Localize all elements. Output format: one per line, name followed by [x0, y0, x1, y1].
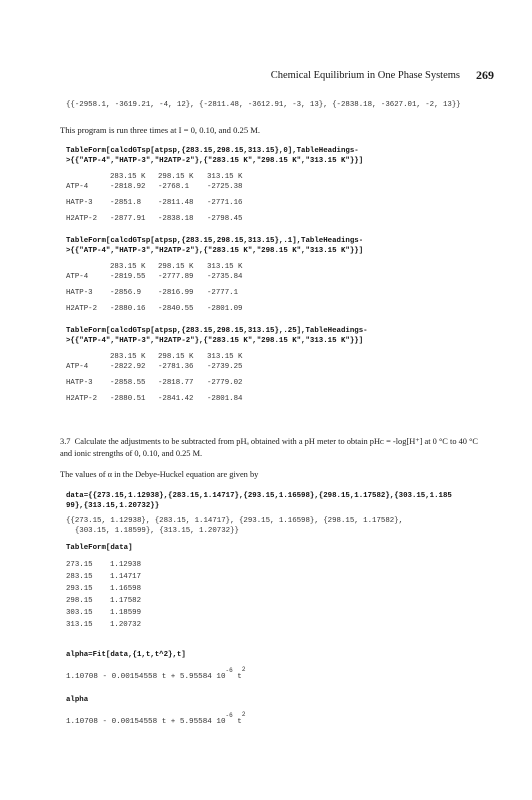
- row-label: H2ATP-2: [66, 215, 98, 223]
- table-cell: -2781.36: [158, 363, 194, 371]
- column-header: 298.15 K: [158, 353, 194, 361]
- table-cell: 1.12938: [110, 561, 142, 569]
- row-label: HATP-3: [66, 289, 93, 297]
- fit-command: alpha=Fit[data,{1,t,t^2},t]: [66, 651, 186, 659]
- column-header: 283.15 K: [110, 353, 146, 361]
- alpha-result-square: 2: [241, 711, 246, 718]
- fit-result: [66, 666, 246, 681]
- row-label: ATP-4: [66, 363, 89, 371]
- table-cell: 298.15: [66, 597, 93, 605]
- column-header: 313.15 K: [207, 353, 243, 361]
- table-cell: -2739.25: [207, 363, 243, 371]
- table-cell: 1.14717: [110, 573, 142, 581]
- table-cell: -2818.92: [110, 183, 146, 191]
- fit-result-main: 1.10708 - 0.00154558 t + 5.95584 10: [66, 673, 226, 681]
- table-cell: -2816.99: [158, 289, 194, 297]
- table-cell: 1.18599: [110, 609, 142, 617]
- table-cell: -2811.48: [158, 199, 194, 207]
- block3-command-line-2: >{{"ATP-4","HATP-3","H2ATP-2"},{"283.15 K","298.15 K","313.15 K"}}]: [66, 337, 364, 345]
- table-cell: -2877.91: [110, 215, 146, 223]
- table-cell: -2819.55: [110, 273, 146, 281]
- problem-line-1: 3.7 Calculate the adjustments to be subtracted from pHₐ obtained with a pH meter to obtain pHᴄ = -log[H⁺] at 0 °C to 40 °C: [60, 437, 479, 446]
- fit-result-tail: t: [232, 673, 242, 681]
- table-cell: -2840.55: [158, 305, 194, 313]
- data-command-line-2: 99},{313.15,1.20732}}: [66, 502, 160, 510]
- table-cell: 273.15: [66, 561, 93, 569]
- column-header: 313.15 K: [207, 263, 243, 271]
- table-cell: -2777.89: [158, 273, 194, 281]
- column-header: 298.15 K: [158, 173, 194, 181]
- data-command-line-1: data={{273.15,1.12938},{283.15,1.14717},{293.15,1.16598},{298.15,1.17582},{303.15,1.185: [66, 492, 452, 500]
- table-cell: -2880.51: [110, 395, 146, 403]
- column-header: 283.15 K: [110, 263, 146, 271]
- table-cell: -2771.16: [207, 199, 243, 207]
- top-output-line: {{-2958.1, -3619.21, -4, 12}, {-2811.48, -3612.91, -3, 13}, {-2838.18, -3627.01, -2, 13}}: [66, 101, 461, 109]
- table-cell: -2880.16: [110, 305, 146, 313]
- table-cell: 293.15: [66, 585, 93, 593]
- alpha-command: alpha: [66, 696, 89, 704]
- row-label: HATP-3: [66, 199, 93, 207]
- table-cell: -2768.1: [158, 183, 190, 191]
- alpha-result-main: 1.10708 - 0.00154558 t + 5.95584 10: [66, 718, 226, 726]
- table-cell: -2851.8: [110, 199, 142, 207]
- row-label: ATP-4: [66, 273, 89, 281]
- row-label: HATP-3: [66, 379, 93, 387]
- table-cell: -2818.77: [158, 379, 194, 387]
- alpha-result-tail: t: [232, 718, 242, 726]
- data-output-line-2: {303.15, 1.18599}, {313.15, 1.20732}}: [66, 527, 239, 535]
- row-label: ATP-4: [66, 183, 89, 191]
- table-cell: 303.15: [66, 609, 93, 617]
- data-output-line-1: {{273.15, 1.12938}, {283.15, 1.14717}, {293.15, 1.16598}, {298.15, 1.17582},: [66, 517, 404, 525]
- row-label: H2ATP-2: [66, 395, 98, 403]
- table-cell: 313.15: [66, 621, 93, 629]
- table-cell: 283.15: [66, 573, 93, 581]
- table-cell: -2725.38: [207, 183, 243, 191]
- table-cell: -2838.18: [158, 215, 194, 223]
- table-cell: -2801.09: [207, 305, 243, 313]
- alpha-result: [66, 711, 246, 726]
- row-label: H2ATP-2: [66, 305, 98, 313]
- fit-result-exponent: -6: [225, 667, 233, 674]
- table-cell: 1.16598: [110, 585, 142, 593]
- alpha-result-exponent: -6: [225, 712, 233, 719]
- alpha-intro-text: The values of α in the Debye-Huckel equation are given by: [60, 470, 259, 479]
- block2-command-line-2: >{{"ATP-4","HATP-3","H2ATP-2"},{"283.15 K","298.15 K","313.15 K"}}]: [66, 247, 364, 255]
- page-number: 269: [476, 68, 494, 82]
- table-cell: -2822.92: [110, 363, 146, 371]
- intro-text: This program is run three times at I = 0, 0.10, and 0.25 M.: [60, 125, 261, 135]
- table-cell: -2856.9: [110, 289, 142, 297]
- tableform-command: TableForm[data]: [66, 544, 133, 552]
- table-cell: -2735.84: [207, 273, 243, 281]
- table-cell: -2777.1: [207, 289, 239, 297]
- column-header: 283.15 K: [110, 173, 146, 181]
- column-header: 313.15 K: [207, 173, 243, 181]
- problem-line-2: and ionic strengths of 0, 0.10, and 0.25 M.: [60, 449, 203, 458]
- block1-command-line-2: >{{"ATP-4","HATP-3","H2ATP-2"},{"283.15 K","298.15 K","313.15 K"}}]: [66, 157, 364, 165]
- block1-command-line-1: TableForm[calcdGTsp[atpsp,{283.15,298.15,313.15},0],TableHeadings-: [66, 147, 359, 155]
- block2-command-line-1: TableForm[calcdGTsp[atpsp,{283.15,298.15,313.15},.1],TableHeadings-: [66, 237, 364, 245]
- table-cell: -2779.02: [207, 379, 243, 387]
- table-cell: -2858.55: [110, 379, 146, 387]
- running-header: [60, 68, 494, 84]
- column-header: 298.15 K: [158, 263, 194, 271]
- fit-result-square: 2: [241, 666, 246, 673]
- table-cell: -2841.42: [158, 395, 194, 403]
- table-cell: -2801.84: [207, 395, 243, 403]
- running-title: Chemical Equilibrium in One Phase Systems: [270, 70, 460, 81]
- table-cell: -2798.45: [207, 215, 243, 223]
- block3-command-line-1: TableForm[calcdGTsp[atpsp,{283.15,298.15,313.15},.25],TableHeadings-: [66, 327, 368, 335]
- table-cell: 1.17582: [110, 597, 142, 605]
- table-cell: 1.20732: [110, 621, 142, 629]
